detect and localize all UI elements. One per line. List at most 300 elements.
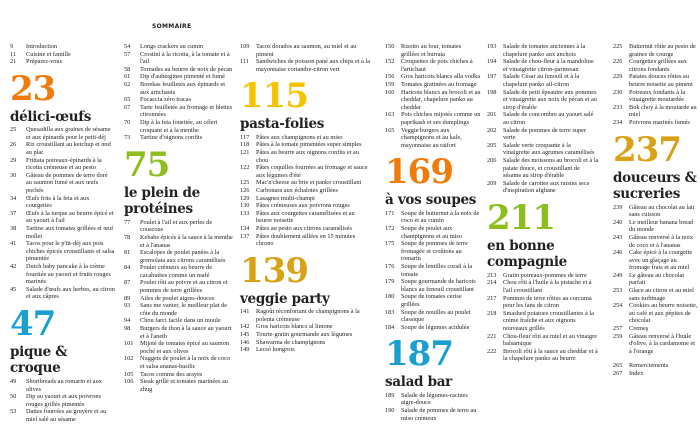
toc-entry[interactable] [613, 58, 698, 73]
entry-title: Gratin poireaux-pommes de terre [503, 271, 587, 279]
toc-entry[interactable] [613, 362, 698, 370]
toc-entry[interactable] [10, 210, 115, 225]
entry-title: Pâtes aux courgettes caramélisées et au beurre noisette [256, 209, 355, 225]
toc-entry[interactable] [385, 392, 481, 407]
toc-entry[interactable] [10, 408, 115, 423]
entry-page-number: 180 [385, 293, 395, 301]
entry-title: Gros haricots blancs al limone [256, 323, 333, 331]
entry-title: Mijoté de tomates épicé au saumon poché et aux olives [140, 340, 230, 355]
entry-page-number: 152 [385, 58, 395, 66]
toc-entry[interactable] [385, 225, 481, 240]
entry-title: Préparez-vous [26, 58, 63, 66]
toc-entry[interactable] [385, 278, 481, 293]
entry-page-number: 105 [124, 370, 134, 378]
entry-title: Tacos dorados au saumon, au miel et au piment [256, 43, 357, 58]
entry-page-number: 73 [124, 134, 131, 142]
entry-page-number: 21 [10, 58, 17, 66]
entry-title: Introduction [26, 43, 58, 50]
section-page-number: 211 [487, 197, 555, 238]
entry-title: Gros haricots blancs alla vodka [401, 73, 481, 81]
entry-title: Pâtes au beurre aux oignons confits et au chou [256, 149, 359, 164]
entry-title: Lasagnes multi-champi [256, 194, 315, 202]
entry-title: Patates douces rôties au beurre noisette au piment [629, 73, 693, 88]
toc-entry[interactable] [240, 195, 370, 203]
toc-entry[interactable] [10, 263, 115, 286]
entry-title: Salade verte croquante à la vinaigrette aux agrumes caramélisés [503, 141, 595, 157]
entry-page-number: 57 [124, 50, 131, 58]
toc-entry[interactable] [240, 141, 370, 149]
toc-entry[interactable] [124, 134, 235, 142]
entry-page-number: 109 [240, 43, 250, 50]
entry-title: Shawarma de champignons [256, 338, 326, 346]
entry-title: Cremeş [629, 325, 649, 333]
entry-page-number: 126 [240, 187, 250, 195]
entry-page-number: 141 [240, 308, 250, 316]
section-page-number: 23 [10, 68, 56, 109]
toc-entry[interactable] [240, 233, 370, 248]
toc-entry[interactable] [124, 302, 235, 317]
section-page-number: 187 [385, 334, 453, 375]
toc-entry[interactable] [10, 286, 115, 301]
section-title: en bonne compagnie [487, 237, 567, 271]
entry-page-number: 89 [124, 294, 131, 302]
section-page-number: 75 [124, 144, 170, 185]
toc-entry[interactable] [240, 58, 370, 73]
toc-entry[interactable] [124, 279, 235, 294]
toc-entry[interactable] [385, 240, 481, 263]
section-header [124, 145, 235, 218]
entry-title: Dip d'aubergines pimenté et fumé [140, 73, 225, 81]
entry-title: Escalopes de poulet panées à la gremolata aux citrons caramélisés [140, 249, 226, 264]
toc-column [10, 43, 115, 424]
entry-title: Salade de chou-fleur à la mandoline et vinaigrette citron-parmesan [503, 58, 594, 73]
entry-page-number: 11 [10, 50, 17, 58]
toc-entry[interactable] [487, 142, 599, 157]
toc-entry[interactable] [124, 43, 235, 51]
entry-page-number: 98 [124, 325, 131, 333]
entry-title: Sans me vanter, le meilleur plat de côte du monde [140, 302, 228, 317]
entry-title: Soupe de poulet aux champignons et au miso [401, 225, 463, 240]
entry-page-number: 121 [240, 149, 250, 157]
toc-entry[interactable] [10, 51, 115, 59]
entry-title: Burgers de thon à la sauce au yaourt et à l'aneth [140, 325, 232, 340]
entry-page-number: 101 [124, 340, 134, 348]
toc-entry[interactable] [385, 263, 481, 278]
entry-page-number: 254 [613, 302, 623, 310]
toc-entry[interactable] [385, 309, 481, 324]
toc-entry[interactable] [487, 111, 599, 126]
toc-column [385, 43, 481, 422]
entry-page-number: 209 [487, 179, 497, 187]
entry-page-number: 70 [124, 118, 131, 126]
entry-title: Salade des moissons au brocoli et à la patate douce, et croustillant de sésame au sirop d'érable [503, 156, 599, 180]
entry-title: Chou farci facile dans un moule [140, 317, 221, 325]
entry-page-number: 230 [613, 88, 623, 96]
entry-title: Le gâteau au chocolat parfait [629, 271, 685, 287]
toc-column [124, 43, 235, 393]
entry-page-number: 129 [240, 194, 250, 202]
entry-page-number: 165 [385, 126, 395, 134]
entry-page-number: 25 [10, 126, 17, 134]
toc-entry[interactable] [10, 157, 115, 172]
entry-title: Chou rôti à l'huile à la pistache et à l'ail croustillant [503, 279, 592, 295]
toc-entry[interactable] [240, 149, 370, 164]
entry-page-number: 38 [10, 225, 17, 232]
toc-entry[interactable] [124, 371, 235, 379]
entry-title: Salade de carottes aux raisins secs d'inspiration afghane [503, 179, 590, 195]
entry-page-number: 183 [385, 308, 395, 316]
toc-entry[interactable] [613, 370, 698, 378]
section-title: le plein de protéines [124, 184, 200, 218]
toc-entry[interactable] [124, 234, 235, 249]
entry-page-number: 267 [613, 370, 623, 377]
section-title: pasta-folies [240, 116, 325, 133]
entry-title: Dutch baby pancake à la crème fouettée au yaourt et fruits rouges marinés [26, 262, 111, 286]
entry-title: Tacos pour le p'tit-déj aux pois chiches épicés croustillants et salsa pimentée [26, 240, 115, 263]
toc-entry[interactable] [240, 323, 370, 331]
entry-page-number: 133 [240, 209, 250, 217]
toc-entry[interactable] [240, 164, 370, 179]
toc-entry[interactable] [124, 104, 235, 119]
entry-title: Risotto au four, tomates grillées et burrata [401, 43, 462, 58]
entry-page-number: 106 [124, 378, 134, 386]
toc-entry[interactable] [240, 187, 370, 195]
entry-title: Salade de tomates anciennes à la chapelure panko aux anchois [503, 43, 586, 58]
entry-page-number: 222 [487, 347, 497, 355]
entry-page-number: 142 [240, 323, 250, 331]
entry-title: Soupe de nouilles au poulet classique [401, 308, 471, 324]
section-title: salad bar [385, 374, 452, 391]
entry-page-number: 149 [240, 346, 250, 354]
entry-title: Soupe de légumes acidulée [401, 323, 470, 331]
entry-page-number: 50 [10, 393, 17, 401]
toc-entry[interactable] [10, 126, 115, 141]
section-title: à vos soupes [385, 192, 477, 209]
toc-entry[interactable] [613, 204, 698, 219]
entry-page-number: 29 [10, 156, 17, 164]
section-page-number: 169 [385, 152, 453, 193]
toc-entry[interactable] [240, 134, 370, 142]
entry-title: Salade de concombre au yaourt salé au citron [503, 111, 594, 126]
entry-title: Chou-fleur rôti au miel et au vinaigre balsamique [503, 332, 598, 348]
toc-entry[interactable] [487, 73, 599, 88]
section-title: douceurs & sucreries [613, 169, 697, 203]
toc-entry[interactable] [240, 346, 370, 354]
entry-title: Tacos comme des arayes [140, 370, 203, 378]
toc-entry[interactable] [124, 355, 235, 370]
entry-page-number: 179 [385, 278, 395, 286]
entry-title: Butternut rôtie au pesto de graines de courge [629, 43, 696, 58]
entry-page-number: 125 [240, 179, 250, 187]
entry-page-number: 234 [613, 118, 623, 126]
toc-entry[interactable] [613, 272, 698, 287]
entry-page-number: 213 [487, 271, 497, 279]
toc-entry[interactable] [487, 127, 599, 142]
entry-page-number: 226 [613, 58, 623, 66]
toc-entry[interactable] [487, 157, 599, 180]
entry-page-number: 194 [487, 58, 497, 66]
entry-title: Steak grillé et tomates marinées au zhug [140, 378, 228, 393]
entry-page-number: 246 [613, 249, 623, 257]
toc-entry[interactable] [613, 234, 698, 249]
toc-entry[interactable] [124, 73, 235, 81]
entry-title: Soupe de pommes de terre fromagée et croûtons au romarin [401, 240, 468, 263]
section-page-number: 139 [240, 250, 308, 291]
toc-entry[interactable] [124, 325, 235, 340]
entry-title: Œufs frits à la feta et aux courgettes [26, 194, 90, 210]
entry-title: Shortbreads au romarin et aux olives [26, 377, 102, 393]
toc-entry[interactable] [487, 89, 599, 112]
entry-title: Tartine aux tomates grillées et œuf mollet [26, 225, 114, 240]
entry-title: Soupe de butternut à la noix de coco et au cumin [401, 209, 480, 225]
entry-page-number: 189 [385, 391, 395, 399]
entry-title: Ragoût réconfortant de champignons à la polenta crémeuse [256, 308, 360, 323]
toc-entry[interactable] [613, 249, 698, 272]
entry-page-number: 137 [240, 232, 250, 240]
toc-entry[interactable] [385, 324, 481, 332]
toc-entry[interactable] [124, 81, 235, 96]
toc-entry[interactable] [487, 43, 599, 58]
section-page-number: 47 [10, 303, 56, 344]
toc-entry[interactable] [487, 279, 599, 294]
entry-page-number: 233 [613, 103, 623, 111]
entry-title: Carbonara aux échalotes grillées [256, 187, 338, 195]
entry-title: Dattes fourrées au gruyère et au miel salé au sésame [26, 408, 107, 423]
entry-title: Gâteau au chocolat au lait sans cuisson [629, 203, 695, 219]
entry-page-number: 221 [487, 332, 497, 340]
entry-page-number: 45 [10, 285, 17, 293]
toc-entry[interactable] [613, 333, 698, 356]
entry-title: Tornades au beurre de noix de pécan [140, 65, 233, 73]
entry-page-number: 102 [124, 355, 134, 363]
toc-column [487, 43, 599, 363]
toc-entry[interactable] [613, 89, 698, 104]
entry-page-number: 193 [487, 43, 497, 50]
entry-title: Borekas feuilletés aux épinards et aux artichauts [140, 80, 225, 96]
entry-page-number: 146 [240, 338, 250, 346]
entry-title: Tartine d'oignons confits [140, 134, 203, 142]
toc-entry[interactable] [613, 325, 698, 333]
entry-title: Brocoli rôti à la sauce au cheddar et à la chapelure panko au beurre [503, 347, 598, 363]
toc-entry[interactable] [487, 295, 599, 310]
entry-title: Tarte feuilletée au fromage et blettes citronnées [140, 103, 233, 119]
toc-entry[interactable] [10, 195, 115, 210]
entry-title: Pommes de terre rôties au curcuma pour les fans de citron [503, 294, 592, 310]
entry-title: Salade de légumes-racines aigre-douce [401, 391, 468, 407]
toc-entry[interactable] [10, 378, 115, 393]
toc-entry[interactable] [124, 340, 235, 355]
toc-entry[interactable] [10, 172, 115, 195]
toc-entry[interactable] [240, 202, 370, 210]
toc-entry[interactable] [10, 225, 115, 240]
entry-title: Kebabs épicés à la sauce à la menthe et à l'ananas [140, 233, 233, 249]
toc-entry[interactable] [124, 295, 235, 303]
toc-entry[interactable] [487, 272, 599, 280]
entry-page-number: 175 [385, 240, 395, 248]
toc-entry[interactable] [385, 43, 481, 58]
toc-entry[interactable] [10, 393, 115, 408]
entry-page-number: 150 [385, 43, 395, 50]
entry-page-number: 87 [124, 279, 131, 287]
toc-entry[interactable] [385, 89, 481, 112]
entry-page-number: 58 [124, 65, 131, 73]
entry-page-number: 77 [124, 218, 131, 226]
entry-page-number: 176 [385, 262, 395, 270]
entry-title: Œufs à la turque au beurre épicé et au yaourt à l'ail [26, 209, 114, 225]
toc-entry[interactable] [240, 339, 370, 347]
entry-title: Crostini à la ricotta, à la tomate et à l'ail [140, 50, 230, 66]
toc-entry[interactable] [10, 141, 115, 156]
toc-entry[interactable] [240, 43, 370, 58]
spacer [613, 355, 698, 362]
entry-title: Courgettes grillées aux citrons fondants [629, 58, 687, 73]
entry-page-number: 37 [10, 209, 17, 217]
toc-entry[interactable] [487, 310, 599, 333]
section-header [487, 198, 599, 271]
entry-page-number: 81 [124, 249, 131, 257]
toc-entry[interactable] [487, 348, 599, 363]
toc-entry[interactable] [613, 73, 698, 88]
entry-page-number: 42 [10, 262, 17, 270]
entry-page-number: 259 [613, 332, 623, 340]
section-title: délici-œufs [10, 108, 92, 125]
entry-page-number: 160 [385, 88, 395, 96]
entry-page-number: 49 [10, 377, 17, 385]
toc-entry[interactable] [124, 96, 235, 104]
toc-entry[interactable] [240, 210, 370, 225]
entry-title: Smashed potatoes croustillantes à la crème fraîche et aux oignons nouveaux grillés [503, 309, 594, 333]
entry-page-number: 184 [385, 323, 395, 331]
toc-entry[interactable] [385, 58, 481, 73]
entry-title: Longs crackers au cumin [140, 43, 204, 50]
entry-page-number: 265 [613, 362, 623, 370]
entry-page-number: 198 [487, 88, 497, 96]
toc-column [613, 43, 698, 378]
page-heading: SOMMAIRE [152, 23, 192, 30]
toc-column [240, 43, 370, 354]
toc-entry[interactable] [385, 407, 481, 422]
entry-page-number: 225 [613, 43, 623, 50]
entry-title: Pâtes coquilles fourrées au fromage et sauce aux légumes d'été [256, 164, 368, 179]
entry-title: Soupe de lentilles corail à la tomate [401, 262, 473, 278]
entry-page-number: 172 [385, 225, 395, 232]
entry-page-number: 30 [10, 171, 17, 179]
entry-page-number: 61 [124, 73, 131, 81]
toc-entry[interactable] [240, 331, 370, 339]
entry-title: Pâtes aux champignons et au miso [256, 133, 343, 141]
toc-entry[interactable] [240, 308, 370, 323]
toc-entry[interactable] [613, 219, 698, 234]
toc-entry[interactable] [124, 317, 235, 325]
toc-entry[interactable] [487, 58, 599, 73]
section-header [10, 304, 115, 377]
entry-page-number: 214 [487, 279, 497, 287]
toc-entry[interactable] [124, 249, 235, 264]
entry-page-number: 78 [124, 233, 131, 241]
entry-page-number: 249 [613, 271, 623, 279]
toc-entry[interactable] [613, 119, 698, 127]
toc-entry[interactable] [385, 81, 481, 89]
section-header [240, 251, 370, 308]
entry-page-number: 229 [613, 73, 623, 81]
toc-entry[interactable] [385, 210, 481, 225]
entry-title: Index [629, 370, 644, 377]
entry-page-number: 197 [487, 73, 497, 81]
entry-page-number: 243 [613, 233, 623, 241]
entry-title: Cuisine et famille [26, 50, 71, 58]
entry-page-number: 134 [240, 225, 250, 232]
toc-entry[interactable] [124, 66, 235, 74]
toc-entry[interactable] [385, 127, 481, 150]
entry-title: Tourte-gratin gourmande aux légumes [256, 331, 353, 339]
toc-entry[interactable] [385, 111, 481, 126]
toc-entry[interactable] [124, 378, 235, 393]
section-page-number: 237 [613, 129, 681, 170]
entry-title: Remerciements [629, 362, 669, 370]
entry-title: Cookies au beurre noisette, au café et aux pépites de chocolat [629, 302, 698, 325]
entry-title: Lecsó hongrois [256, 346, 295, 354]
entry-page-number: 171 [385, 209, 395, 217]
toc-entry[interactable] [385, 73, 481, 81]
entry-title: Frittata poireaux-épinards à la ricotta crémeuse et au pesto [26, 156, 102, 172]
entry-page-number: 9 [10, 43, 14, 50]
entry-title: Pois chiches mijotés comme un paprikash et ses dumplings [401, 111, 481, 126]
toc-entry[interactable] [10, 58, 115, 66]
toc-entry[interactable] [240, 225, 370, 233]
section-page-number: 115 [240, 76, 308, 117]
toc-entry[interactable] [613, 104, 698, 119]
entry-title: Cake épicé à la courgette avec un glaçage au fromage frais et au miel [629, 249, 693, 272]
entry-title: Soupe gourmande de haricots blancs au fenouil croustillant [401, 278, 476, 293]
entry-page-number: 41 [10, 240, 17, 248]
entry-page-number: 117 [240, 133, 250, 141]
entry-title: Tomates gratinées au fromage [401, 80, 477, 88]
entry-page-number: 201 [487, 111, 497, 119]
toc-entry[interactable] [124, 219, 235, 234]
entry-page-number: 156 [385, 73, 395, 81]
toc-entry[interactable] [240, 179, 370, 187]
entry-page-number: 239 [613, 203, 623, 211]
toc-entry[interactable] [124, 119, 235, 134]
entry-title: Glace au citron et au miel sans turbinage [629, 287, 694, 302]
entry-page-number: 122 [240, 164, 250, 172]
entry-page-number: 111 [240, 58, 249, 66]
entry-page-number: 93 [124, 302, 131, 310]
entry-page-number: 163 [385, 111, 395, 119]
entry-title: Gâteau renversé à la noix de coco et à l'ananas [629, 233, 693, 249]
toc-entry[interactable] [385, 293, 481, 308]
section-title: veggie party [240, 290, 330, 307]
entry-page-number: 34 [10, 194, 17, 202]
toc-entry[interactable] [124, 264, 235, 279]
entry-page-number: 94 [124, 317, 131, 325]
entry-title: Pâtes doublement aillées en 15 minutes chrono [256, 232, 356, 248]
entry-page-number: 206 [487, 156, 497, 164]
toc-entry[interactable] [10, 240, 115, 263]
entry-page-number: 62 [124, 80, 131, 88]
section-title: pique & croque [10, 343, 68, 377]
entry-title: Dip au yaourt et aux poivrons rouges grillés pimentés [26, 393, 102, 408]
toc-entry[interactable] [10, 43, 115, 51]
toc-entry[interactable] [613, 287, 698, 302]
toc-entry[interactable] [613, 43, 698, 58]
entry-page-number: 205 [487, 141, 497, 149]
entry-page-number: 218 [487, 309, 497, 317]
toc-entry[interactable] [487, 180, 599, 195]
toc-entry[interactable] [613, 302, 698, 325]
toc-entry[interactable] [487, 333, 599, 348]
toc-entry[interactable] [124, 51, 235, 66]
